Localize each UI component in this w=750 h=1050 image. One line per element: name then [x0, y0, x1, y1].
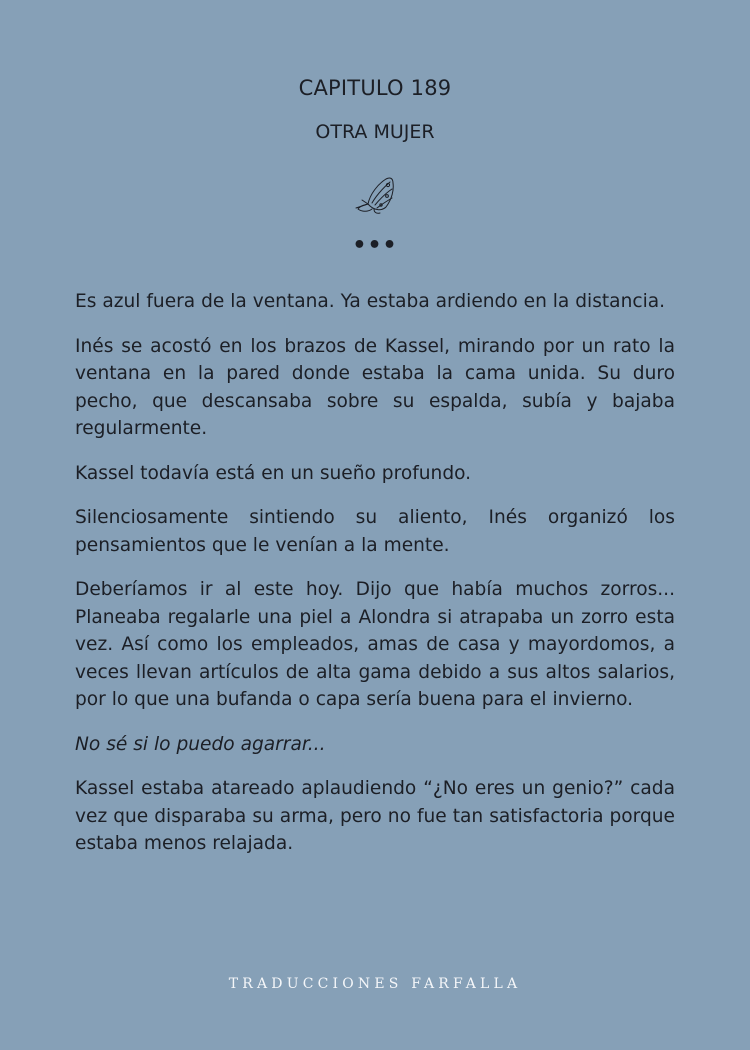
- footer-credit: TRADUCCIONES FARFALLA: [228, 976, 522, 992]
- paragraph: Silenciosamente sintiendo su aliento, Inés organizó los pensamientos que le venían a la mente.: [75, 507, 675, 556]
- chapter-title: CAPITULO 189: [298, 76, 452, 100]
- paragraph: Deberíamos ir al este hoy. Dijo que había muchos zorros... Planeaba regalarle una piel a Alondra si atrapaba un zorro esta vez. Así como los empleados, amas de casa y mayordomos, a veces llevan artículos de alta gama debido a sus altos salarios, por lo que una bufanda o capa sería buena para el invierno.: [75, 579, 675, 710]
- chapter-body: [75, 288, 675, 875]
- chapter-subtitle: OTRA MUJER: [315, 121, 435, 143]
- paragraph: Kassel estaba atareado aplaudiendo “¿No eres un genio?” cada vez que disparaba su arma, pero no fue tan satisfactoria porque estaba menos relajada.: [75, 778, 675, 854]
- paragraph: Inés se acostó en los brazos de Kassel, mirando por un rato la ventana en la pared donde estaba la cama unida. Su duro pecho, que descansaba sobre su espalda, subía y bajaba regularmente.: [75, 335, 675, 439]
- butterfly-icon: [350, 174, 400, 218]
- section-separator: •••: [352, 233, 398, 258]
- paragraph: Kassel todavía está en un sueño profundo.: [75, 462, 472, 484]
- italic-thought-paragraph: No sé si lo puedo agarrar...: [75, 733, 326, 755]
- paragraph: Es azul fuera de la ventana. Ya estaba ardiendo en la distancia.: [75, 291, 666, 312]
